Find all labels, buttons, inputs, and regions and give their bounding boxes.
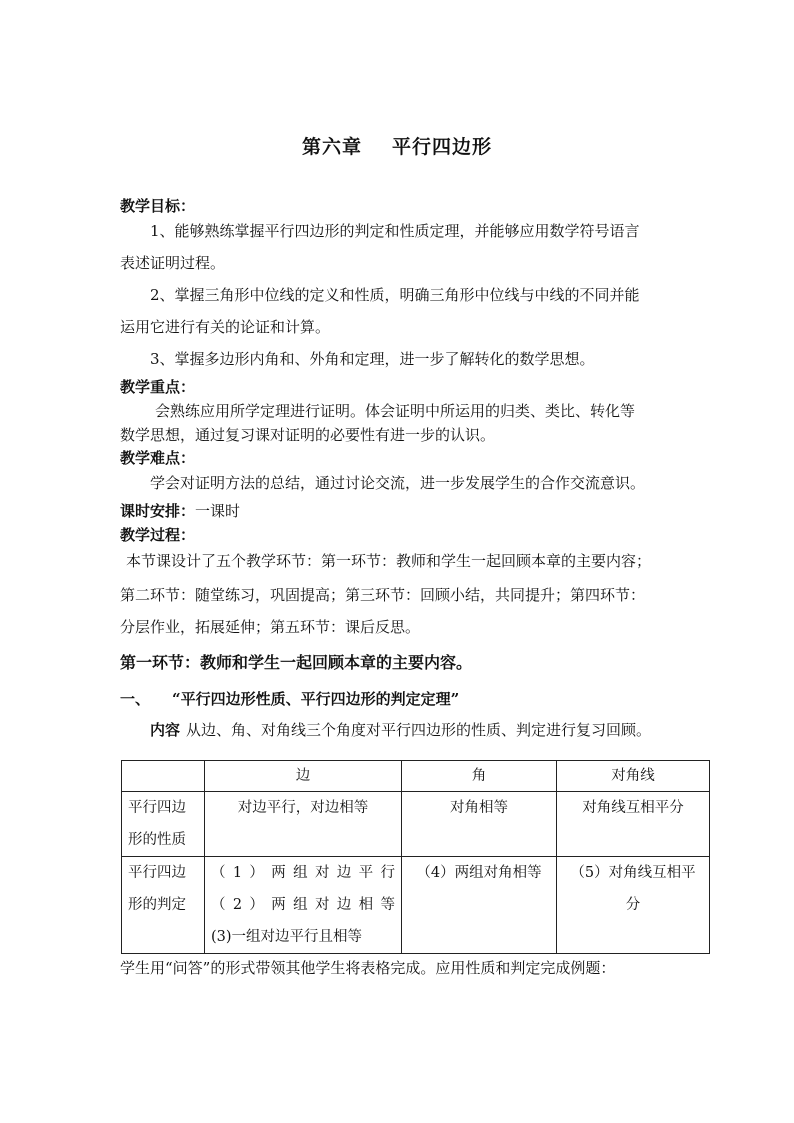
criteria-line: （1）两组对边平行 bbox=[211, 865, 395, 881]
row-label-criteria bbox=[122, 857, 205, 954]
page-title bbox=[0, 132, 794, 159]
goal-2-line2: 运用它进行有关的论证和计算。 bbox=[120, 318, 331, 336]
footer-text: 学生用“问答”的形式带领其他学生将表格完成。应用性质和判定完成例题： bbox=[120, 959, 616, 977]
table-row bbox=[122, 857, 710, 954]
schedule-value: 一课时 bbox=[195, 502, 241, 520]
cell-angle-property: 对角相等 bbox=[402, 792, 557, 857]
goal-2-line1: 2、掌握三角形中位线的定义和性质，明确三角形中位线与中线的不同并能 bbox=[150, 286, 640, 304]
table-header-diagonal: 对角线 bbox=[557, 761, 710, 792]
schedule bbox=[120, 500, 240, 521]
focus-line1: 会熟练应用所学定理进行证明。体会证明中所运用的归类、类比、转化等 bbox=[155, 402, 636, 420]
row-label-line: 形的判定 bbox=[128, 897, 186, 913]
process-heading: 教学过程： bbox=[120, 526, 196, 544]
row-label-properties bbox=[122, 792, 205, 857]
content-label: 内容 bbox=[150, 721, 181, 739]
table-header-blank bbox=[122, 761, 205, 792]
cell-diagonal-property: 对角线互相平分 bbox=[557, 792, 710, 857]
subsection-title: “平行四边形性质、平行四边形的判定定理” bbox=[172, 690, 460, 708]
content-line bbox=[150, 719, 651, 740]
criteria-line: 分 bbox=[625, 897, 641, 913]
goals-heading: 教学目标： bbox=[120, 197, 196, 215]
row-label-line: 平行四边 bbox=[128, 800, 186, 816]
goal-1-line1: 1、能够熟练掌握平行四边形的判定和性质定理，并能够应用数学符号语言 bbox=[150, 222, 640, 240]
goal-1-line2: 表述证明过程。 bbox=[120, 254, 226, 272]
review-table bbox=[121, 760, 710, 954]
table-header-row bbox=[122, 761, 710, 792]
subsection-number: 一、 bbox=[120, 690, 151, 708]
section1-title: 第一环节：教师和学生一起回顾本章的主要内容。 bbox=[120, 653, 473, 672]
criteria-line: （2）两组对边相等 bbox=[211, 897, 395, 913]
difficulty-heading: 教学难点： bbox=[120, 449, 196, 467]
cell-angle-criteria: （4）两组对角相等 bbox=[402, 857, 557, 954]
goal-3: 3、掌握多边形内角和、外角和定理，进一步了解转化的数学思想。 bbox=[150, 350, 595, 368]
cell-side-criteria bbox=[205, 857, 402, 954]
title-topic: 平行四边形 bbox=[392, 136, 493, 158]
process-line3: 分层作业，拓展延伸；第五环节：课后反思。 bbox=[120, 618, 421, 636]
title-chapter: 第六章 bbox=[301, 136, 362, 158]
process-line2: 第二环节：随堂练习，巩固提高；第三环节：回顾小结，共同提升；第四环节： bbox=[120, 586, 646, 604]
content-text: 从边、角、对角线三个角度对平行四边形的性质、判定进行复习回顾。 bbox=[186, 721, 652, 739]
cell-diagonal-criteria bbox=[557, 857, 710, 954]
table-row bbox=[122, 792, 710, 857]
row-label-line: 平行四边 bbox=[128, 865, 186, 881]
table-header-side: 边 bbox=[205, 761, 402, 792]
process-line1: 本节课设计了五个教学环节：第一环节：教师和学生一起回顾本章的主要内容； bbox=[126, 552, 652, 570]
focus-line2: 数学思想，通过复习课对证明的必要性有进一步的认识。 bbox=[120, 426, 496, 444]
criteria-line: (3)一组对边平行且相等 bbox=[211, 929, 363, 945]
schedule-heading: 课时安排： bbox=[120, 502, 196, 520]
cell-side-property: 对边平行，对边相等 bbox=[205, 792, 402, 857]
difficulty-line1: 学会对证明方法的总结，通过讨论交流，进一步发展学生的合作交流意识。 bbox=[150, 474, 646, 492]
criteria-line: （5）对角线互相平 bbox=[570, 865, 696, 881]
row-label-line: 形的性质 bbox=[128, 832, 186, 848]
focus-heading: 教学重点： bbox=[120, 378, 196, 396]
table-header-angle: 角 bbox=[402, 761, 557, 792]
